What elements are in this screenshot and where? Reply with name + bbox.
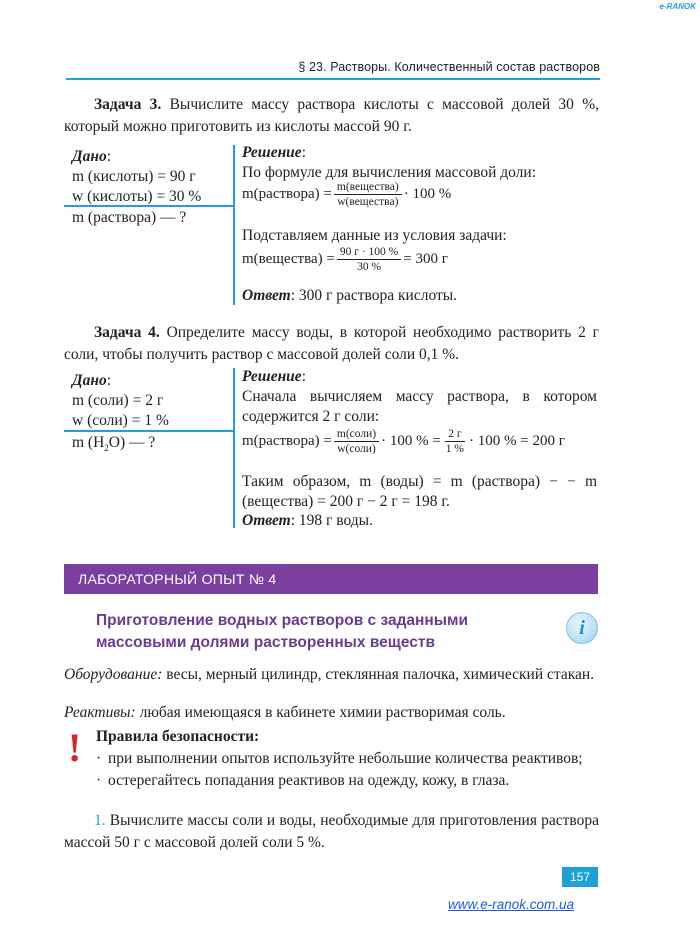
lab-reagents xyxy=(64,702,599,724)
equipment-label: Оборудование: xyxy=(64,666,163,683)
header-rule xyxy=(66,78,600,80)
task4-answer-text: 198 г воды. xyxy=(298,512,373,529)
publisher-url[interactable]: www.e-ranok.com.ua xyxy=(448,897,575,912)
info-icon: i xyxy=(566,612,598,644)
task3-sol-line1: По формуле для вычисления массовой доли: xyxy=(242,164,537,181)
task4-formula xyxy=(242,427,565,456)
task3-solution-head: Решение: По формуле для вычисления массовой доли: xyxy=(242,143,597,183)
task4-given-2: w (соли) = 1 % xyxy=(72,412,169,429)
formula3-fraction2 xyxy=(443,427,467,456)
safety-rules xyxy=(96,726,599,792)
task4-statement xyxy=(64,322,599,366)
reagents-text: любая имеющаяся в кабинете химии растворимая соль. xyxy=(139,704,506,721)
task3-answer-label: Ответ xyxy=(242,287,291,304)
task4-divider xyxy=(233,368,235,528)
task3-divider xyxy=(233,145,235,305)
equipment-text: весы, мерный цилиндр, стеклянная палочка, химический стакан. xyxy=(166,666,595,683)
task4-answer: Ответ: 198 г воды. xyxy=(242,512,373,529)
reagents-label: Реактивы: xyxy=(64,704,136,721)
task3-find: m (раствора) — ? xyxy=(72,209,187,226)
task4-sol-line2: Таким образом, m (воды) = m (раствора) − − m (вещества) = 200 г − 2 г = 198 г. xyxy=(242,473,597,510)
task3-formula2 xyxy=(242,245,448,274)
lab-experiment-title: Приготовление водных растворов с заданными массовыми долями растворенных веществ xyxy=(96,612,469,651)
task3-solution-label: Решение xyxy=(242,144,302,161)
task4-given: Дано: m (соли) = 2 г w (соли) = 1 % xyxy=(72,371,234,431)
safety-rule-2-text: остерегайтесь попадания реактивов на одежду, кожу, в глаза. xyxy=(108,772,510,789)
formula1-fraction xyxy=(334,180,402,209)
formula3-denominator2: 1 % xyxy=(445,443,465,455)
task4-find-suffix: O) — ? xyxy=(108,434,156,451)
task4-sol-line1: Сначала вычисляем массу раствора, в котором содержится 2 г соли: xyxy=(242,388,597,425)
publisher-logo: e-RANOK xyxy=(659,2,696,11)
task3-answer-text: 300 г раствора кислоты. xyxy=(298,287,458,304)
formula1-tail: · 100 % xyxy=(403,186,452,202)
task4-given-rule xyxy=(64,430,234,432)
task3-given-2: w (кислоты) = 30 % xyxy=(72,188,202,205)
formula3-fraction1 xyxy=(334,427,379,456)
lab-banner-title: ЛАБОРАТОРНЫЙ ОПЫТ № 4 xyxy=(78,571,277,587)
formula2-numerator: 90 г · 100 % xyxy=(337,245,401,260)
formula3-denominator1: w(соли) xyxy=(337,443,376,455)
formula3-numerator2: 2 г xyxy=(445,427,464,442)
task4-solution-label: Решение xyxy=(242,368,302,385)
formula1-denominator: w(вещества) xyxy=(337,196,399,208)
safety-rule-1-text: при выполнении опытов используйте небольшие количества реактивов; xyxy=(108,750,583,767)
task4-solution-head: Решение: Сначала вычисляем массу раствора, в котором содержится 2 г соли: xyxy=(242,368,597,425)
task3-given-label: Дано xyxy=(72,148,107,165)
formula3-tail: · 100 % = 200 г xyxy=(469,433,565,449)
formula2-fraction xyxy=(337,245,401,274)
formula1-numerator: m(вещества) xyxy=(334,180,402,195)
task3-label: Задача 3. xyxy=(94,96,162,113)
warning-icon: ! xyxy=(68,725,82,770)
task3-given: Дано: m (кислоты) = 90 г w (кислоты) = 30 % xyxy=(72,147,234,207)
formula3-lhs: m(раствора) = xyxy=(242,433,332,449)
task3-given-1: m (кислоты) = 90 г xyxy=(72,168,196,185)
lab-step-1 xyxy=(64,810,599,854)
task4-answer-label: Ответ xyxy=(242,512,291,529)
safety-label: Правила безопасности: xyxy=(96,728,260,745)
step-text: Вычислите массы соли и воды, необходимые для приготовления раствора массой 50 г с массовой долей соли 5 %. xyxy=(64,812,599,851)
running-head: § 23. Растворы. Количественный состав растворов xyxy=(298,60,600,74)
task3-given-rule xyxy=(64,205,234,207)
task3-formula1 xyxy=(242,180,451,209)
formula1-lhs: m(раствора) = xyxy=(242,186,332,202)
task4-text: Определите массу воды, в которой необходимо растворить 2 г соли, чтобы получить раствор с массовой долей соли 0,1 %. xyxy=(64,324,600,363)
page-number: 157 xyxy=(562,867,598,887)
step-number: 1. xyxy=(94,812,106,829)
task4-find-prefix: m (H xyxy=(72,434,105,451)
task4-given-label: Дано xyxy=(72,372,107,389)
task3-sol-line2: Подставляем данные из условия задачи: xyxy=(242,227,507,244)
formula3-mid: · 100 % = xyxy=(381,433,441,449)
safety-rule-1: · при выполнении опытов используйте небольшие количества реактивов; xyxy=(96,748,599,770)
task3-text: Вычислите массу раствора кислоты с массовой долей 30 %, который можно приготовить из кислоты массой 90 г. xyxy=(64,96,599,135)
lab-equipment xyxy=(64,664,599,686)
formula2-lhs: m(вещества) = xyxy=(242,251,335,267)
task4-find xyxy=(72,433,234,458)
safety-rule-2: · остерегайтесь попадания реактивов на одежду, кожу, в глаза. xyxy=(96,770,599,792)
formula3-numerator1: m(соли) xyxy=(334,427,379,442)
task4-find-sub: 2 xyxy=(104,443,109,454)
formula2-denominator: 30 % xyxy=(357,261,382,273)
formula2-tail: = 300 г xyxy=(403,251,448,267)
task3-statement xyxy=(64,94,599,138)
task4-label: Задача 4. xyxy=(94,324,160,341)
task4-given-1: m (соли) = 2 г xyxy=(72,392,164,409)
task3-answer: Ответ: 300 г раствора кислоты. xyxy=(242,287,458,304)
